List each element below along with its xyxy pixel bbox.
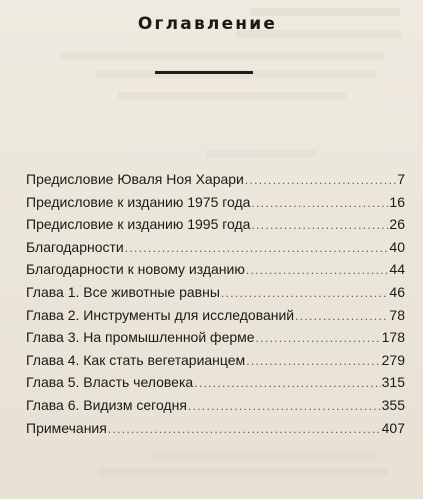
toc-entry-page: 7 — [397, 171, 405, 187]
table-of-contents — [26, 168, 405, 439]
page-title: Оглавление — [137, 14, 278, 34]
toc-entry-page: 315 — [381, 374, 405, 391]
toc-leader-dots — [251, 192, 388, 215]
toc-entry-page: 40 — [389, 238, 405, 255]
toc-entry-label: Глава 2. Инструменты для исследований — [26, 306, 295, 323]
toc-entry-page: 26 — [389, 216, 405, 233]
toc-leader-dots — [246, 259, 389, 282]
title-underline-rule — [155, 71, 253, 74]
bleed-through-line — [60, 52, 385, 60]
toc-leader-dots — [251, 214, 388, 237]
toc-entry[interactable] — [26, 191, 405, 214]
toc-entry-label: Предисловие к изданию 1995 года — [26, 216, 251, 233]
toc-leader-dots — [125, 237, 389, 260]
toc-entry-page: 407 — [381, 419, 405, 436]
bleed-through-line — [150, 452, 375, 460]
toc-entry[interactable] — [26, 281, 405, 304]
toc-entry-label: Глава 4. Как стать вегетарианцем — [26, 351, 246, 368]
toc-entry-page: 178 — [381, 329, 405, 346]
toc-entry-label: Глава 5. Власть человека — [26, 374, 194, 391]
toc-entry-label: Предисловие Юваля Ноя Харари — [26, 171, 244, 187]
toc-entry-label: Глава 6. Видизм сегодня — [26, 396, 187, 413]
toc-entry-page: 355 — [381, 396, 405, 413]
toc-entry[interactable] — [26, 236, 405, 259]
toc-leader-dots — [256, 327, 381, 350]
toc-leader-dots — [194, 372, 380, 395]
toc-leader-dots — [295, 305, 388, 328]
toc-entry[interactable] — [26, 213, 405, 236]
toc-leader-dots — [108, 418, 381, 441]
toc-entry-label: Предисловие к изданию 1975 года — [26, 193, 251, 210]
toc-entry[interactable] — [26, 326, 405, 349]
toc-entry[interactable] — [26, 168, 405, 191]
toc-entry-page: 44 — [389, 261, 405, 278]
toc-entry-label: Примечания — [26, 419, 107, 436]
toc-entry-label: Благодарности к новому изданию — [26, 261, 245, 278]
toc-entry-page: 279 — [381, 351, 405, 368]
toc-leader-dots — [246, 350, 380, 373]
toc-leader-dots — [188, 395, 381, 418]
toc-entry[interactable] — [26, 371, 405, 394]
toc-leader-dots — [245, 169, 396, 192]
toc-entry-page: 46 — [389, 283, 405, 300]
toc-leader-dots — [221, 282, 389, 305]
bleed-through-line — [206, 150, 316, 158]
bleed-through-line — [98, 468, 388, 476]
toc-entry-page: 16 — [389, 193, 405, 210]
toc-entry-label: Глава 1. Все животные равны — [26, 283, 220, 300]
bleed-through-line — [118, 92, 346, 100]
toc-entry[interactable] — [26, 349, 405, 372]
toc-entry[interactable] — [26, 258, 405, 281]
toc-entry[interactable] — [26, 394, 405, 417]
toc-entry[interactable] — [26, 304, 405, 327]
toc-entry-label: Благодарности — [26, 238, 124, 255]
toc-entry[interactable] — [26, 417, 405, 440]
toc-entry-page: 78 — [389, 306, 405, 323]
toc-entry-label: Глава 3. На промышленной ферме — [26, 329, 255, 346]
